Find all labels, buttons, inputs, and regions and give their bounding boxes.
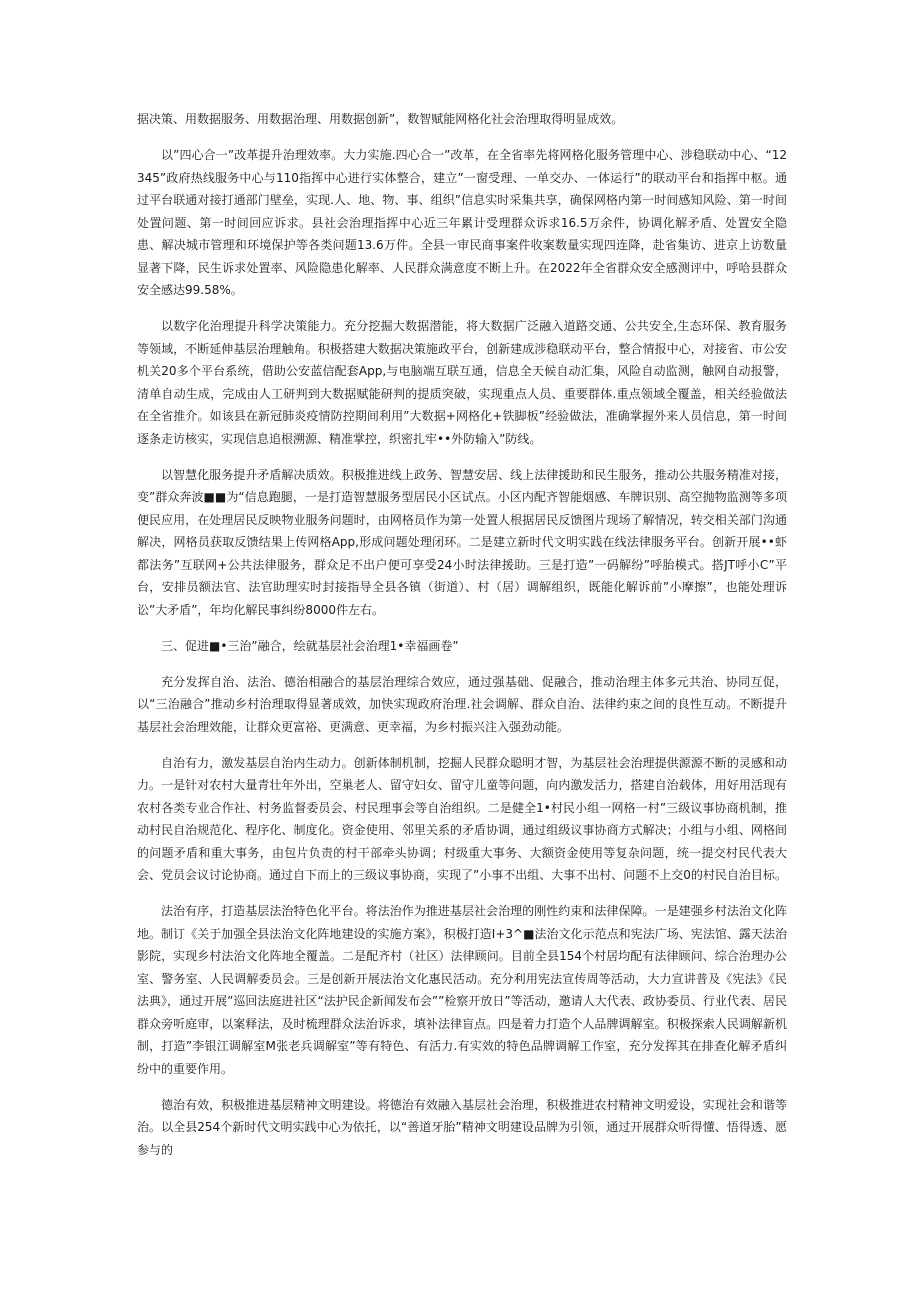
section-heading-three: 三、促进■•三治”融合，绘就基层社会治理1•幸福画卷” [161,638,459,653]
paragraph-three-governance-intro: 充分发挥自治、法治、德治相融合的基层治理综合效应，通过强基础、促融合，推动治理主体多元共治、协同互促，以“三治融合”推动乡村治理取得显著成效，加快实现政府治理.社会调解、群众自治、法律约束之间的良性互动。不断提升基层社会治理效能，让群众更富裕、更满意、更幸福，为乡村振兴注入强劲动能。 [137,674,787,734]
paragraph-rule-of-law: 法治有序，打造基层法治特色化平台。将法治作为推进基层社会治理的刚性约束和法律保障。一是建强乡村法治文化阵地。制订《关于加强全县法治文化阵地建设的实施方案》，积极打造I+3^■法治文化示范点和宪法广场、宪法馆、露天法治影院，实现乡村法治文化阵地全覆盖。二是配齐村（社区）法律顾问。目前全县154个村居均配有法律顾问、综合治理办公室、警务室、人民调解委员会。三是创新开展法治文化惠民活动。充分利用宪法宣传周等活动，大力宣讲普及《宪法》《民法典》，通过开展”巡回法庭进社区“法护民企新闻发布会””检察开放日”等活动，邀请人大代表、政协委员、行业代表、居民群众旁听庭审，以案释法，及时梳理群众法治诉求，填补法律盲点。四是着力打造个人品牌调解室。积极探索人民调解新机制，打造”李银江调解室M张老兵调解室”等有特色、有活力.有实效的特色品牌调解工作室，充分发挥其在排查化解矛盾纠纷中的重要作用。 [137,904,787,1076]
document-body [137,108,787,1175]
paragraph-four-in-one-reform: 以”四心合一”改革提升治理效率。大力实施.四心合一”改革，在全省率先将网格化服务管理中心、涉稳联动中心、“12345”政府热线服务中心与110指挥中心进行实体整合，建立”一窗受理、一单交办、一体运行”的联动平台和指挥中枢。通过平台联通对接打通部门壁垒，实现.人、地、物、事、组织”信息实时采集共享，确保网格内第一时间感知风险、第一时间处置问题、第一时间回应诉求。县社会治理指挥中心近三年累计受理群众诉求16.5万余件，协调化解矛盾、处置安全隐患、解决城市管理和环境保护等各类问题13.6万件。全县一审民商事案件收案数量实现四连降，赴省集访、进京上访数量显著下降，民生诉求处置率、风险隐患化解率、人民群众满意度不断上升。在2022年全省群众安全感测评中，呼哈县群众安全感达99.58%。 [137,148,787,297]
paragraph-rule-of-virtue: 德治有效，积极推进基层精神文明建设。将德治有效融入基层社会治理，积极推进农村精神文明爱设，实现社会和谐等治。以全县254个新时代文明实践中心为依托，以“善道牙胎”精神文明建设品牌为引领，通过开展群众听得懂、悟得透、愿参与的 [137,1097,787,1157]
paragraph-smart-services: 以智慧化服务提升矛盾解决质效。积极推进线上政务、智慧安居、线上法律援助和民生服务，推动公共服务精准对接，变”群众奔波■■为“信息跑腿，一是打造智慧服务型居民小区试点。小区内配齐智能烟感、车牌识别、高空抛物监测等多项便民应用，在处理居民反映物业服务问题时，由网格员作为第一处置人根据居民反馈图片现场了解情况，转交相关部门沟通解决，网格员获取反馈结果上传网格App,形成问题处理闭环。二是建立新时代文明实践在线法律服务平台。创新开展••虾都法务”互联网+公共法律服务，群众足不出户便可享受24小时法律援助。三是打造”一码解纷”呼胎模式。搭JT呼小C”平台，安排员额法官、法官助理实时封接指导全县各镇（街道）、村（居）调解组织，既能化解诉前”小摩擦”，也能处理诉讼”大矛盾”，年均化解民事纠纷8000件左右。 [137,467,787,617]
paragraph-digital-governance: 以数字化治理提升科学决策能力。充分挖掘大数据潜能，将大数据广泛融入道路交通、公共安全,生态环保、教育服务等领域，不断延伸基层治理触角。积极搭建大数据决策施政平台，创新建成涉稳联动平台，整合情报中心，对接省、市公安机关20多个平台系统，借助公安蓝信配套App,与电脑端互联互通，信息全天候自动汇集，风险自动监测，触网自动报警，清单自动生成，完成由人工研判到大数据赋能研判的提质突破，实现重点人员、重要群体.重点领域全覆盖，相关经验做法在全省推介。如该县在新冠肺炎疫情防控期间利用”大数据+网格化+铁脚板”经验做法，准确掌握外来人员信息，第一时间逐条走访核实，实现信息追根溯源、精准掌控，织密扎牢••外防输入”防线。 [137,319,787,446]
paragraph-intro-continuation: 据决策、用数据服务、用数据治理、用数据创新”，数智赋能网格化社会治理取得明显成效。 [137,112,624,126]
paragraph-self-governance: 自治有力，激发基层自治内生动力。创新体制机制，挖掘人民群众聪明才智，为基层社会治理提供源源不断的灵感和动力。一是针对农村大量青壮年外出，空巢老人、留守妇女、留守儿童等问题，向内激发活力，搭建自治载体，用好用活现有农村各类专业合作社、村务监督委员会、村民理事会等自治组织。二是健全1•村民小组一网格一村”三级议事协商机制，推动村民自治规范化、程序化、制度化。资金使用、邻里关系的矛盾协调，通过组级议事协商方式解决；小组与小组、网格间的问题矛盾和重大事务，由包片负责的村干部牵头协调；村级重大事务、大额资金使用等复杂问题，统一提交村民代表大会、党员会议讨论协商。通过自下而上的三级议事协商，实现了”小事不出组、大事不出村、问题不上交0的村民自治目标。 [137,755,787,882]
